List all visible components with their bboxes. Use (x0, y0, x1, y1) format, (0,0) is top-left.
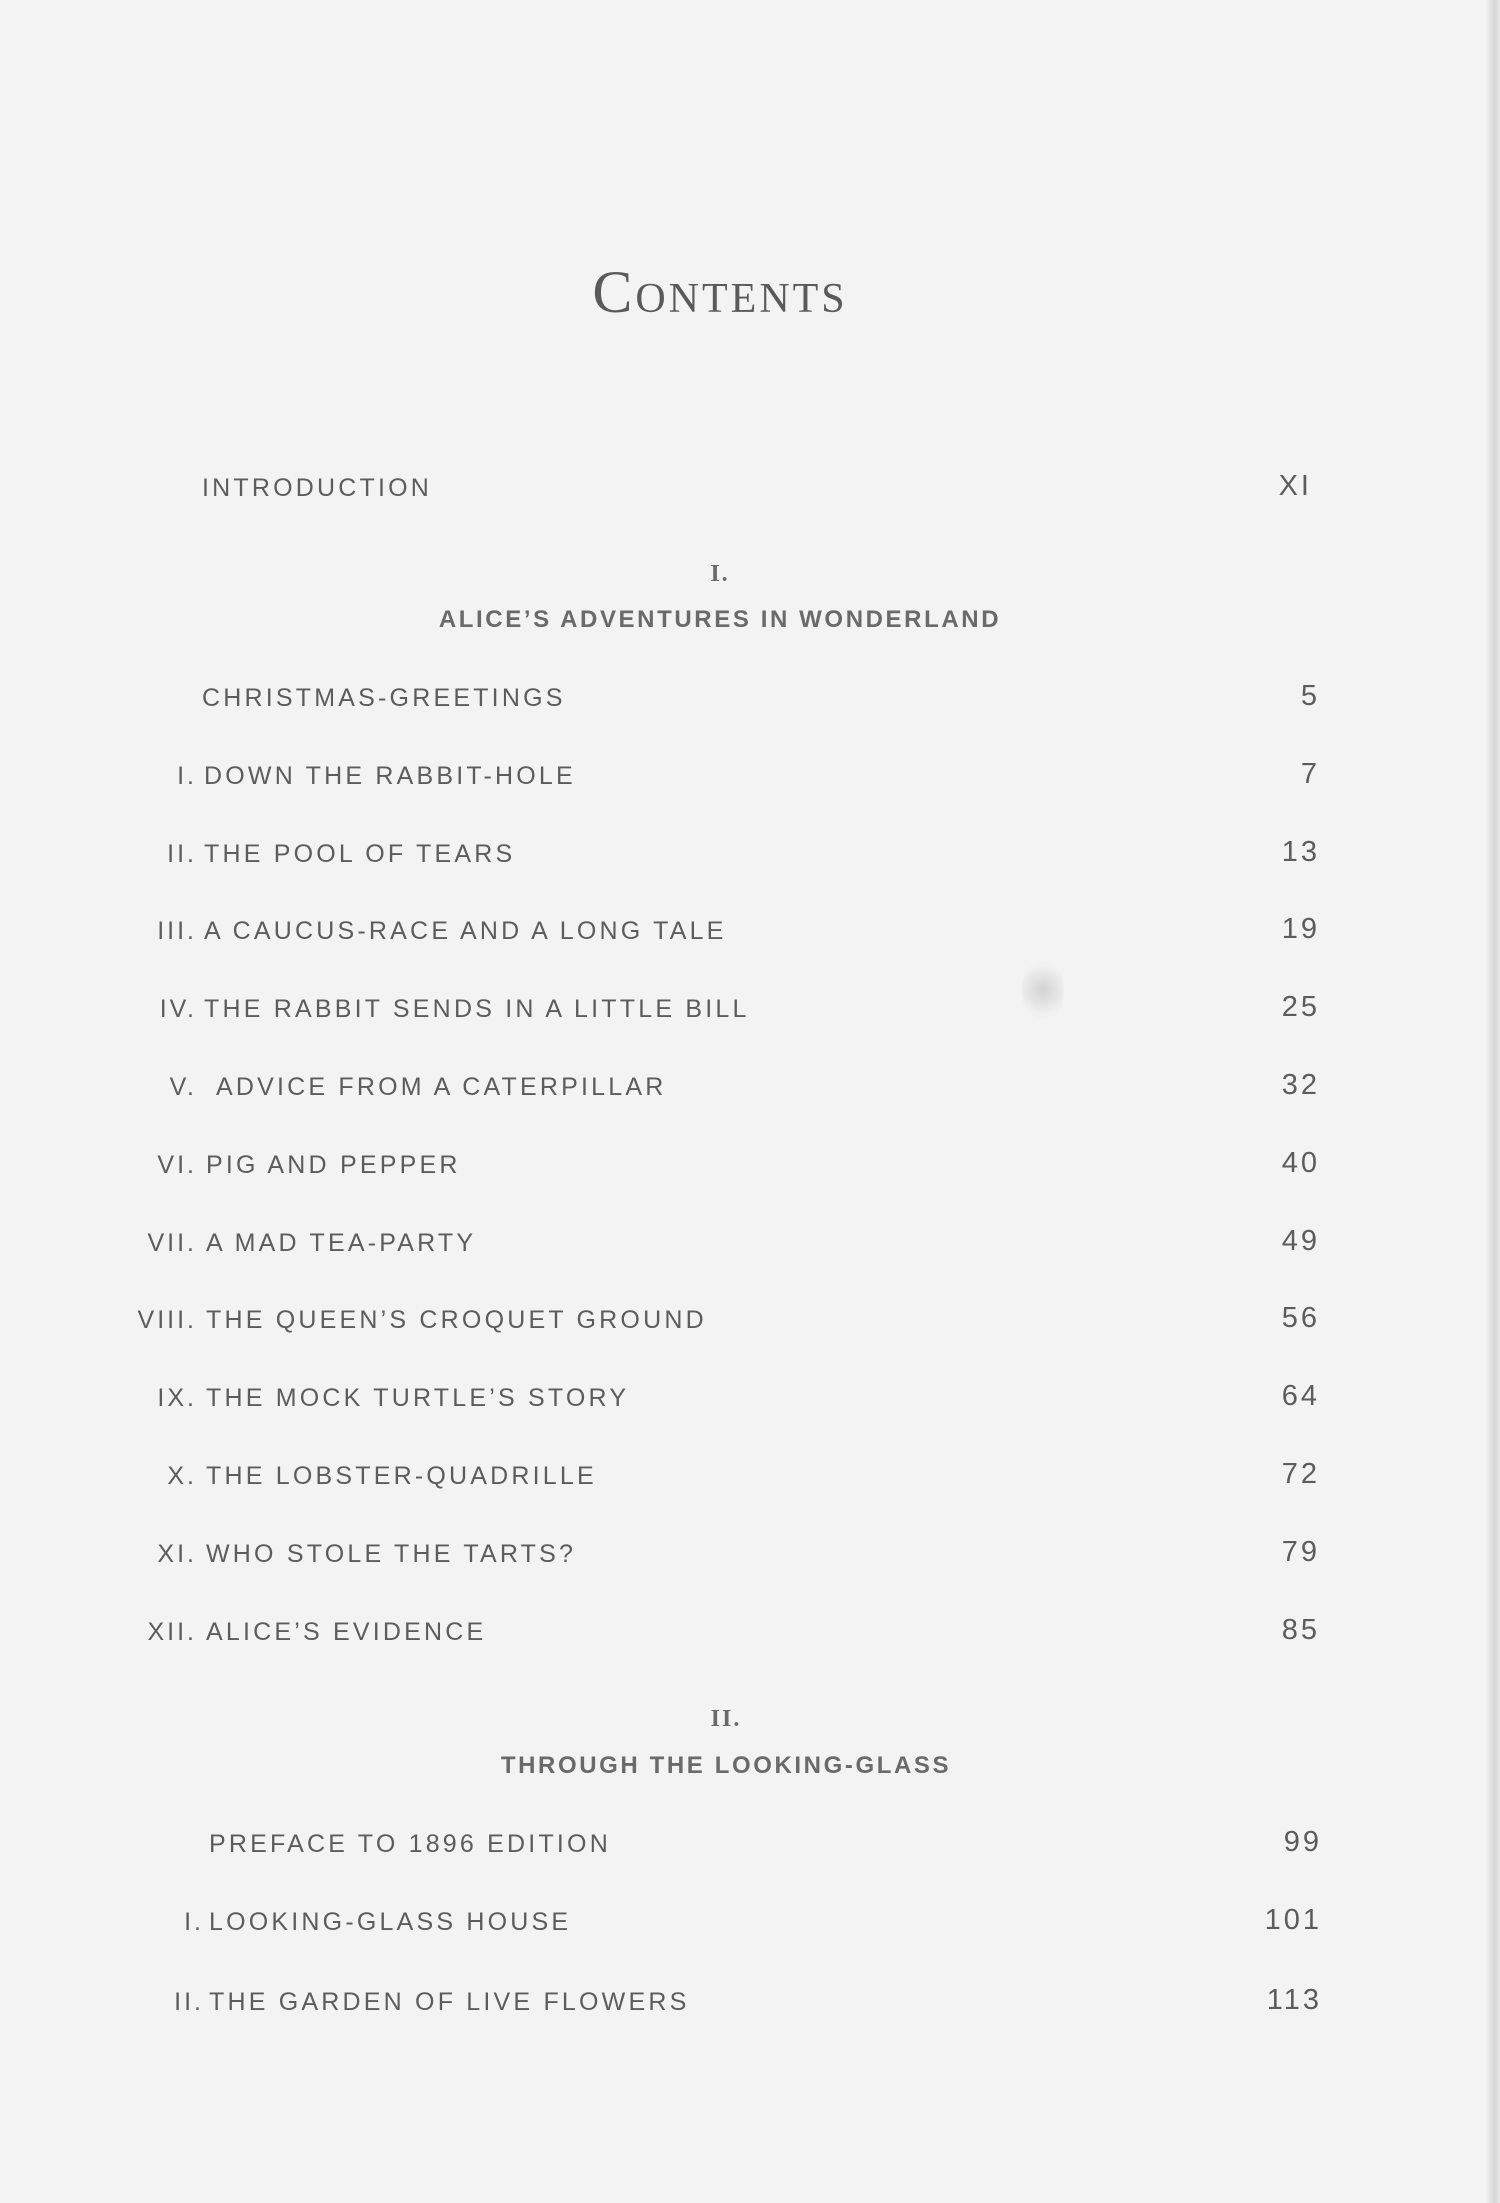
part-title: ALICE’S ADVENTURES IN WONDERLAND (438, 606, 1002, 633)
toc-entry-number: V. (169, 1073, 197, 1101)
toc-entry-label: THE QUEEN’S CROQUET GROUND (206, 1306, 707, 1334)
toc-entry[interactable] (0, 1904, 1500, 1948)
toc-entry-page: 113 (1266, 1984, 1322, 2016)
toc-entry[interactable] (0, 1380, 1500, 1424)
toc-entry[interactable] (0, 1069, 1500, 1113)
toc-entry-number: II. (174, 1988, 204, 2016)
toc-entry-number: II. (167, 840, 197, 868)
toc-entry-label: PREFACE TO 1896 EDITION (209, 1830, 611, 1858)
toc-entry-label: WHO STOLE THE TARTS? (206, 1540, 577, 1568)
toc-entry-page: 32 (1281, 1069, 1320, 1101)
toc-entry-number: IX. (157, 1384, 197, 1412)
toc-entry-page: 40 (1281, 1147, 1320, 1179)
part-title: THROUGH THE LOOKING-GLASS (500, 1752, 952, 1779)
toc-entry-label: THE MOCK TURTLE’S STORY (206, 1384, 630, 1412)
toc-entry-page: 99 (1283, 1826, 1322, 1858)
toc-entry-page: 13 (1281, 836, 1320, 868)
toc-entry[interactable] (0, 913, 1500, 957)
toc-entry-label: THE POOL OF TEARS (204, 840, 516, 868)
toc-entry-page: 101 (1264, 1904, 1322, 1936)
toc-entry[interactable] (0, 1826, 1500, 1870)
toc-entry[interactable] (0, 680, 1500, 724)
toc-entry-number: XII. (147, 1618, 197, 1646)
toc-entry-label: INTRODUCTION (202, 474, 433, 502)
toc-entry-label: ADVICE FROM A CATERPILLAR (216, 1073, 667, 1101)
toc-entry-number: X. (167, 1462, 197, 1490)
toc-entry-page: 64 (1281, 1380, 1320, 1412)
toc-entry-number: XI. (157, 1540, 197, 1568)
toc-entry-number: VI. (157, 1151, 197, 1179)
toc-entry[interactable] (0, 1147, 1500, 1191)
page-title: Contents (592, 259, 848, 325)
toc-entry-label: PIG AND PEPPER (206, 1151, 461, 1179)
toc-entry-label: ALICE’S EVIDENCE (206, 1618, 487, 1646)
toc-entry-page: 25 (1281, 991, 1320, 1023)
toc-entry-label: THE LOBSTER-QUADRILLE (206, 1462, 597, 1490)
toc-entry-number: I. (184, 1908, 204, 1936)
toc-entry[interactable] (0, 991, 1500, 1035)
toc-entry-page: 7 (1300, 758, 1320, 790)
toc-entry-page: XI (1278, 470, 1312, 502)
toc-entry[interactable] (0, 1614, 1500, 1658)
toc-entry[interactable] (0, 758, 1500, 802)
toc-entry-page: 5 (1300, 680, 1320, 712)
toc-entry-page: 85 (1281, 1614, 1320, 1646)
toc-entry-label: A CAUCUS-RACE AND A LONG TALE (204, 917, 727, 945)
toc-entry-number: III. (157, 917, 197, 945)
toc-entry-number: IV. (159, 995, 197, 1023)
toc-entry[interactable] (0, 1302, 1500, 1346)
toc-entry[interactable] (0, 1536, 1500, 1580)
toc-entry-label: CHRISTMAS-GREETINGS (202, 684, 566, 712)
toc-entry-introduction[interactable] (0, 470, 1500, 514)
toc-entry-number: VIII. (137, 1306, 197, 1334)
toc-entry-label: LOOKING-GLASS HOUSE (209, 1908, 572, 1936)
toc-entry-page: 72 (1281, 1458, 1320, 1490)
part-number: I. (710, 561, 730, 587)
toc-entry[interactable] (0, 1458, 1500, 1502)
toc-entry-label: A MAD TEA-PARTY (206, 1229, 477, 1257)
toc-entry[interactable] (0, 1984, 1500, 2028)
toc-entry-page: 19 (1281, 913, 1320, 945)
toc-entry[interactable] (0, 836, 1500, 880)
toc-entry[interactable] (0, 1225, 1500, 1269)
toc-entry-number: I. (177, 762, 197, 790)
part-number: II. (710, 1706, 742, 1732)
toc-entry-number: VII. (147, 1229, 197, 1257)
toc-entry-page: 49 (1281, 1225, 1320, 1257)
toc-entry-label: DOWN THE RABBIT-HOLE (204, 762, 576, 790)
toc-entry-label: THE RABBIT SENDS IN A LITTLE BILL (204, 995, 750, 1023)
toc-entry-label: THE GARDEN OF LIVE FLOWERS (209, 1988, 690, 2016)
toc-entry-page: 56 (1281, 1302, 1320, 1334)
toc-entry-page: 79 (1281, 1536, 1320, 1568)
